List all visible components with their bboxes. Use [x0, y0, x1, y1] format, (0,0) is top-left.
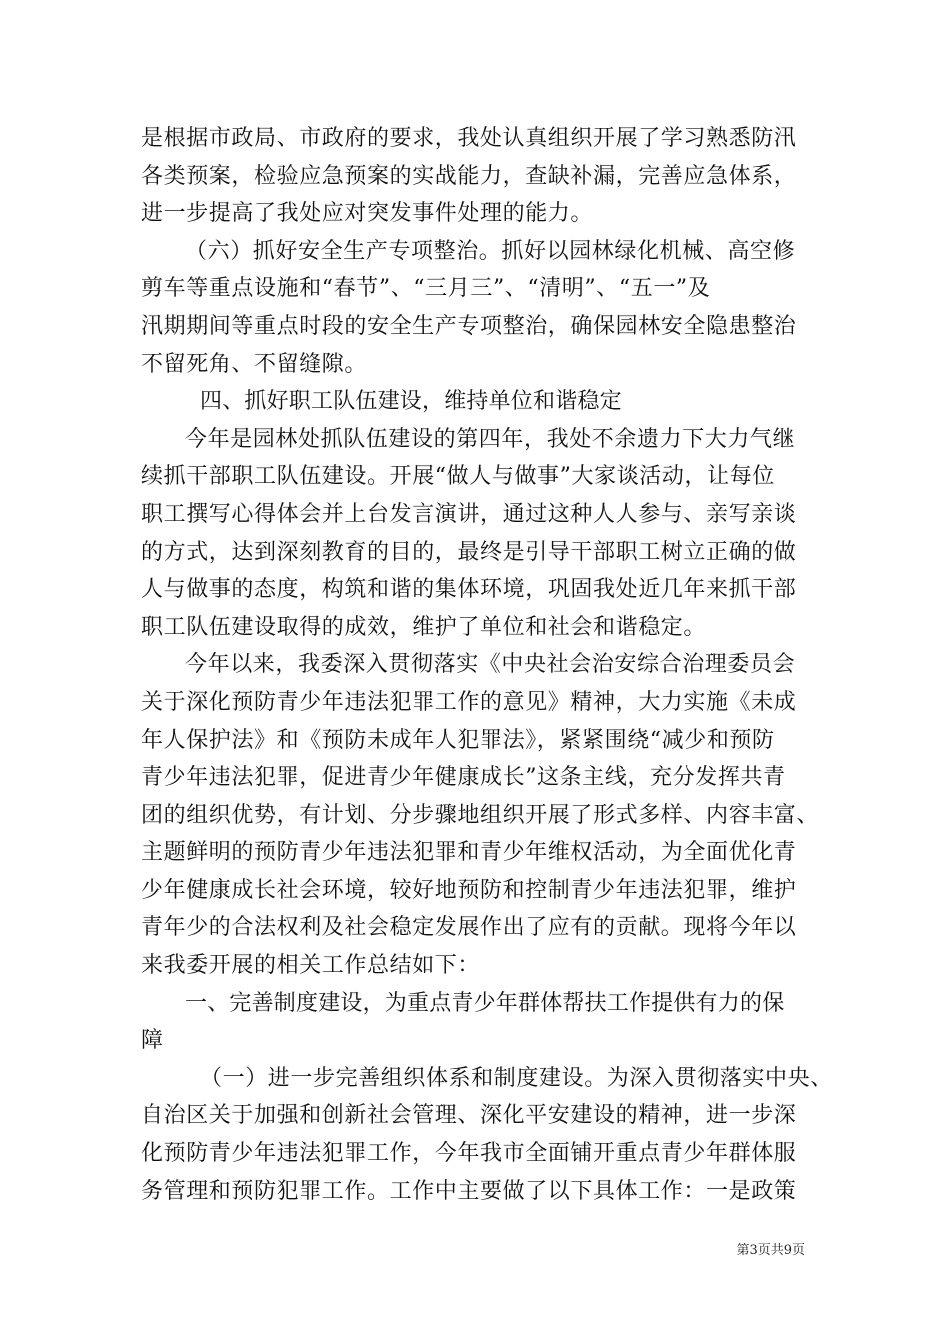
document-body: [141, 120, 833, 1210]
section-heading: 一、完善制度建设，为重点青少年群体帮扶工作提供有力的保: [185, 990, 785, 1016]
text-line: 汛期期间等重点时段的安全生产专项整治，确保园林安全隐患整治: [141, 313, 797, 339]
text-line: （一）进一步完善组织体系和制度建设。为深入贯彻落实中央、: [200, 1065, 833, 1091]
text-line: 进一步提高了我处应对突发事件处理的能力。: [141, 201, 594, 227]
page-number: 第3页共9页: [736, 1243, 805, 1258]
text-line: 人与做事的态度，构筑和谐的集体环境，巩固我处近几年来抓干部: [141, 577, 797, 603]
text-line: 不留死角、不留缝隙。: [141, 351, 368, 377]
text-line: 职工撰写心得体会并上台发言演讲，通过这种人人参与、亲写亲谈: [141, 501, 797, 527]
text-line: 自治区关于加强和创新社会管理、深化平安建设的精神，进一步深: [141, 1103, 797, 1129]
text-line: 今年是园林处抓队伍建设的第四年，我处不余遗力下大力气继: [185, 426, 796, 452]
text-line: 续抓干部职工队伍建设。开展“做人与做事”大家谈活动，让每位: [141, 464, 775, 490]
text-line: 主题鲜明的预防青少年违法犯罪和青少年维权活动，为全面优化青: [141, 840, 797, 866]
text-line: 青少年违法犯罪，促进青少年健康成长”这条主线，充分发挥共青: [141, 765, 786, 791]
text-line: 的方式，达到深刻教育的目的，最终是引导干部职工树立正确的做: [141, 539, 797, 565]
text-line: 今年以来，我委深入贯彻落实《中央社会治安综合治理委员会: [185, 652, 796, 678]
text-line: 团的组织优势，有计划、分步骤地组织开展了形式多样、内容丰富、: [141, 802, 820, 828]
text-line: 来我委开展的相关工作总结如下：: [141, 953, 481, 979]
text-line: 剪车等重点设施和“春节”、“三月三”、“清明”、“五一”及: [141, 276, 711, 302]
section-heading: 四、抓好职工队伍建设，维持单位和谐稳定: [200, 389, 622, 415]
text-line: 关于深化预防青少年违法犯罪工作的意见》精神，大力实施《未成: [141, 689, 797, 715]
text-line: 各类预案，检验应急预案的实战能力，查缺补漏，完善应急体系，: [141, 163, 797, 189]
text-line: 青年少的合法权利及社会稳定发展作出了应有的贡献。现将今年以: [141, 915, 797, 941]
text-line: 是根据市政局、市政府的要求，我处认真组织开展了学习熟悉防汛: [141, 126, 797, 151]
text-line: （六）抓好安全生产专项整治。抓好以园林绿化机械、高空修: [185, 238, 796, 264]
text-line: 职工队伍建设取得的成效，维护了单位和社会和谐稳定。: [141, 614, 707, 640]
text-line: 少年健康成长社会环境，较好地预防和控制青少年违法犯罪，维护: [141, 877, 797, 903]
text-line: 年人保护法》和《预防未成年人犯罪法》，紧紧围绕“减少和预防: [141, 727, 775, 753]
text-line: 务管理和预防犯罪工作。工作中主要做了以下具体工作：一是政策: [141, 1178, 797, 1204]
text-line: 化预防青少年违法犯罪工作，今年我市全面铺开重点青少年群体服: [141, 1141, 797, 1167]
text-line: 障: [141, 1028, 164, 1054]
